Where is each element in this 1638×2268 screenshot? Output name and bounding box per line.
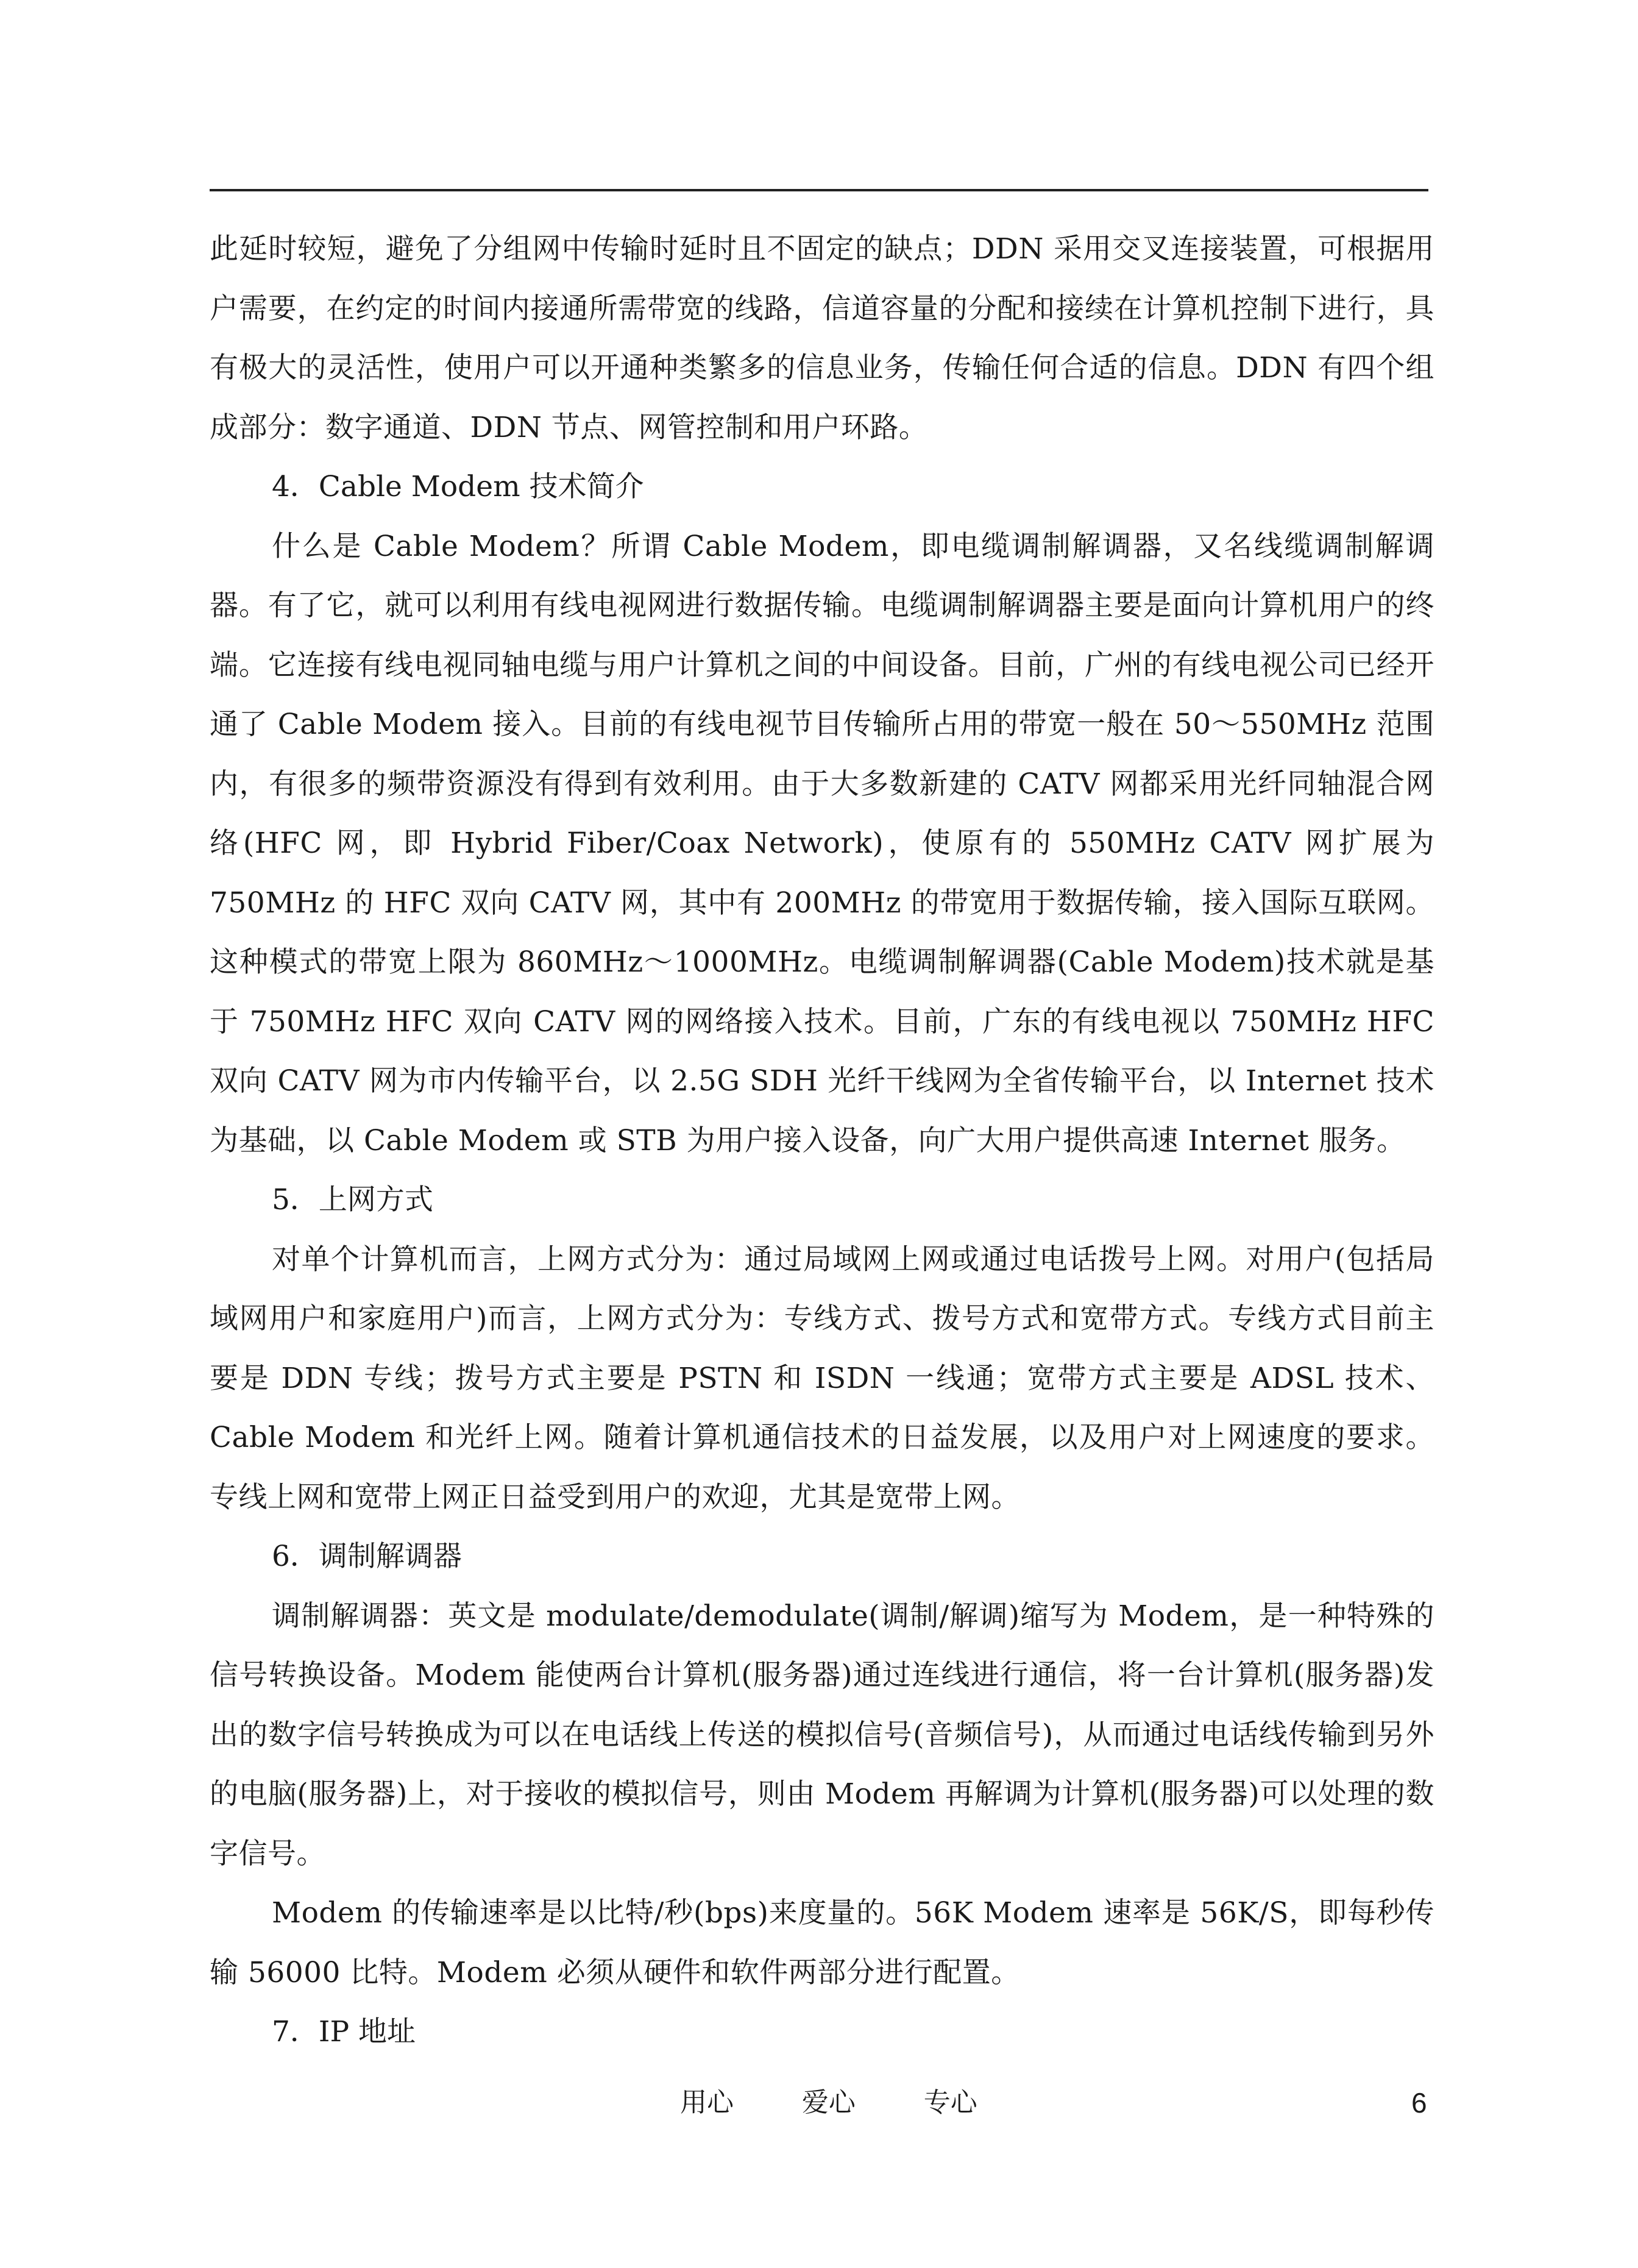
section-heading-ip-address: 7．IP 地址 (272, 2015, 416, 2049)
paragraph-modem-speed: Modem 的传输速率是以比特/秒(bps)来度量的。56K Modem 速率是 56K/S，即每秒传输 56000 比特。Modem 必须从硬件和软件两部分进行配置。 (210, 1896, 1434, 1989)
paragraph-internet-access: 对单个计算机而言，上网方式分为：通过局域网上网或通过电话拨号上网。对用户(包括局域网用户和家庭用户)而言，上网方式分为：专线方式、拨号方式和宽带方式。专线方式目前主要是 DDN 专线；拨号方式主要是 PSTN 和 ISDN 一线通；宽带方式主要是 ADSL 技术、Cable Modem 和光纤上网。随着计算机通信技术的日益发展，以及用户对上网速度的要求。专线上网和宽带上网正日益受到用户的欢迎，尤其是宽带上网。 (210, 1242, 1434, 1514)
section-heading-modem: 6．调制解调器 (272, 1540, 462, 1573)
header-rule (210, 189, 1428, 191)
footer-motto: 用心 爱心 专心 (680, 2087, 977, 2118)
page-number: 6 (1411, 2087, 1427, 2119)
paragraph-modem-definition: 调制解调器：英文是 modulate/demodulate(调制/解调)缩写为 Modem，是一种特殊的信号转换设备。Modem 能使两台计算机(服务器)通过连线进行通信，将一台计算机(服务器)发出的数字信号转换成为可以在电话线上传送的模拟信号(音频信号)，从而通过电话线传输到另外的电脑(服务器)上，对于接收的模拟信号，则由 Modem 再解调为计算机(服务器)可以处理的数字信号。 (210, 1599, 1434, 1871)
section-heading-internet-access: 5．上网方式 (272, 1183, 433, 1217)
page-body (210, 219, 1434, 2062)
page-footer (0, 2078, 1638, 2127)
paragraph-ddn-continued: 此延时较短，避免了分组网中传输时延时且不固定的缺点；DDN 采用交叉连接装置，可根据用户需要，在约定的时间内接通所需带宽的线路，信道容量的分配和接续在计算机控制下进行，具有极大的灵活性，使用户可以开通种类繁多的信息业务，传输任何合适的信息。DDN 有四个组成部分：数字通道、DDN 节点、网管控制和用户环路。 (210, 232, 1434, 444)
paragraph-cable-modem: 什么是 Cable Modem？所谓 Cable Modem，即电缆调制解调器，又名线缆调制解调器。有了它，就可以利用有线电视网进行数据传输。电缆调制解调器主要是面向计算机用户的终端。它连接有线电视同轴电缆与用户计算机之间的中间设备。目前，广州的有线电视公司已经开通了 Cable Modem 接入。目前的有线电视节目传输所占用的带宽一般在 50～550MHz 范围内，有很多的频带资源没有得到有效利用。由于大多数新建的 CATV 网都采用光纤同轴混合网络(HFC 网，即 Hybrid Fiber/Coax Network)，使原有的 550MHz CATV 网扩展为 750MHz 的 HFC 双向 CATV 网，其中有 200MHz 的带宽用于数据传输，接入国际互联网。这种模式的带宽上限为 860MHz～1000MHz。电缆调制解调器(Cable Modem)技术就是基于 750MHz HFC 双向 CATV 网的网络接入技术。目前，广东的有线电视以 750MHz HFC 双向 CATV 网为市内传输平台，以 2.5G SDH 光纤干线网为全省传输平台，以 Internet 技术为基础，以 Cable Modem 或 STB 为用户接入设备，向广大用户提供高速 Internet 服务。 (210, 529, 1434, 1157)
section-heading-cable-modem: 4．Cable Modem 技术简介 (272, 470, 644, 503)
